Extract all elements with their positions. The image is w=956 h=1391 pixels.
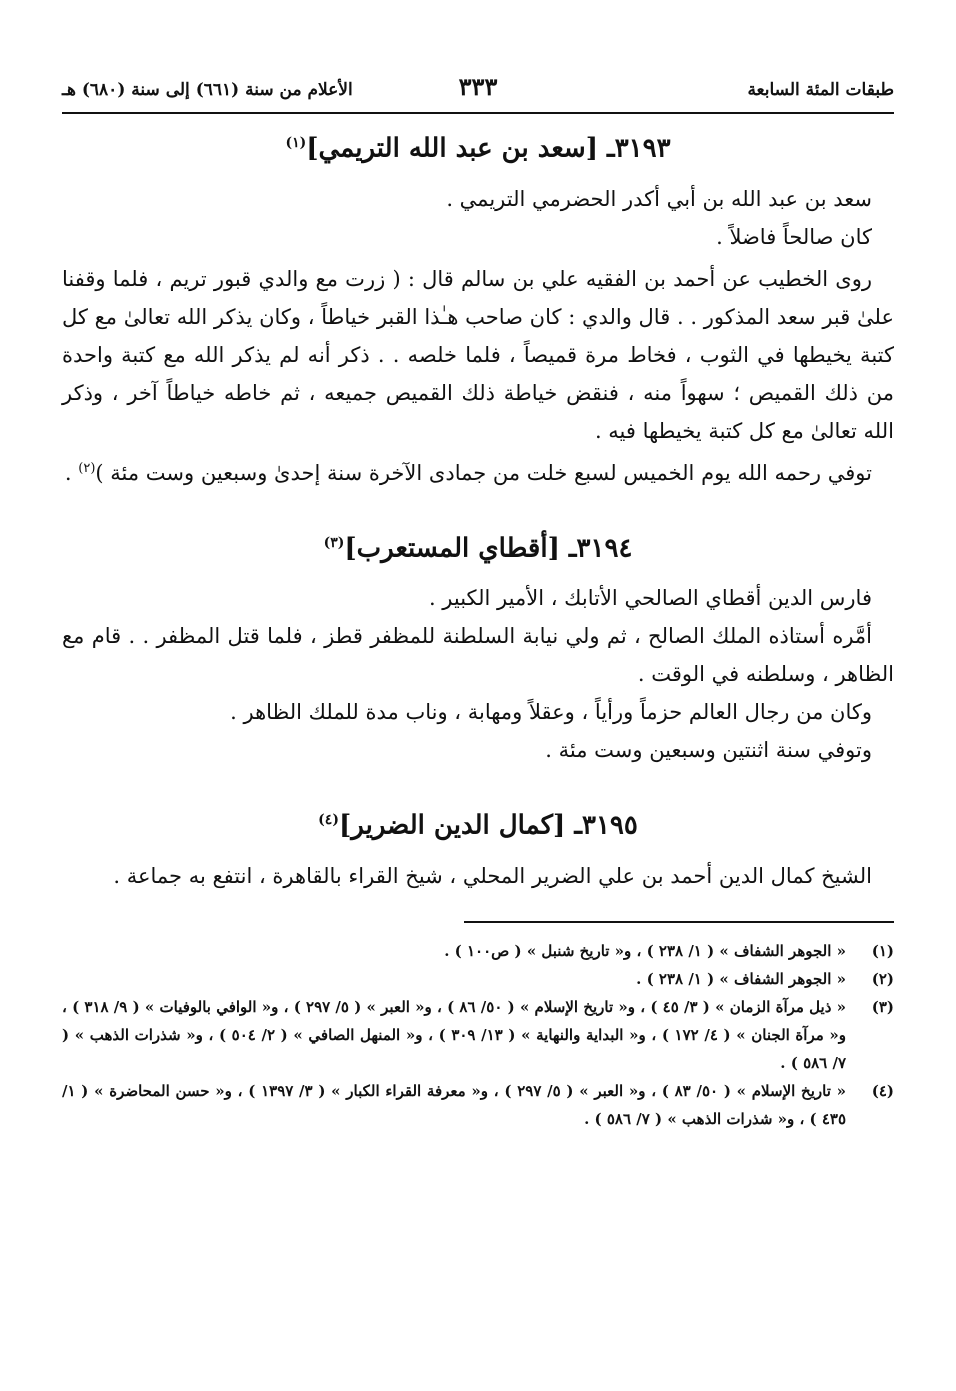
paragraph: وتوفي سنة اثنتين وسبعين وست مئة . (545, 738, 872, 763)
book-title: طبقات المئة السابعة (747, 80, 894, 100)
paragraph-tail: . (64, 460, 79, 485)
running-header (62, 70, 894, 108)
footnote (62, 993, 894, 1077)
note-ref: (١) (285, 135, 307, 151)
footnote-text: « تاريخ الإسلام » ( ٥٠/ ٨٣ ) ، و« العبر » ( ٥/ ٢٩٧ ) ، و« معرفة القراء الكبار » ( ٣/ ١٣٩٧ ) ، و« حسن المحاضرة » ( ١/ ٤٣٥ ) ، و« شذرات الذهب » ( ٧/ ٥٨٦ ) . (62, 1081, 846, 1128)
entry-title (62, 126, 894, 166)
entry-title-text: ٣١٩٣ـ [سعد بن عبد الله التريمي] (306, 133, 671, 164)
paragraph-text: توفي رحمه الله يوم الخميس لسبع خلت من جمادى الآخرة سنة إحدىٰ وسبعين وست مئة ) (95, 460, 872, 485)
paragraph: كان صالحاً فاضلاً . (716, 224, 872, 249)
footnote-number: (٢) (871, 969, 894, 988)
paragraph: سعد بن عبد الله بن أبي أكدر الحضرمي التريمي . (446, 186, 872, 211)
footnote (62, 1077, 894, 1133)
paragraph: وكان من رجال العالم حزماً ورأياً ، وعقلاً ومهابة ، وناب مدة للملك الظاهر . (230, 700, 872, 725)
footnote-text: « الجوهر الشفاف » ( ١/ ٢٣٨ ) . (636, 969, 846, 988)
paragraph: روى الخطيب عن أحمد بن الفقيه علي بن سالم قال : ( زرت مع والدي قبور تريم ، فلما وقفنا علىٰ قبر سعد المذكور . . قال والدي : كان صاحب هـٰذا القبر خياطاً ، وكان يذكر الله تعالىٰ مع كل كتبة يخيطها في الثوب ، فخاط مرة قميصاً ، فلما خلصه . . ذكر أنه لم يذكر الله مع كتبة واحدة من ذلك القميص ؛ سهواً منه ، فنقض خياطة ذلك القميص جميعه ، ثم خاطه خياطاً آخر ، وذكر الله تعالىٰ مع كل كتبة يخيطها فيه . (62, 266, 894, 443)
footnotes (62, 937, 894, 1133)
footnote-number: (٣) (871, 997, 894, 1016)
note-ref: (٤) (318, 812, 339, 829)
section-range: الأعلام من سنة (٦٦١) إلى سنة (٦٨٠) هـ (62, 80, 353, 100)
footnote-rule (464, 921, 894, 923)
book-page (62, 70, 894, 1133)
paragraph: الشيخ كمال الدين أحمد بن علي الضرير المحلي ، شيخ القراء بالقاهرة ، انتفع به جماعة . (113, 863, 872, 888)
note-ref: (٢) (78, 460, 96, 476)
entry-title-text: ٣١٩٥ـ [كمال الدين الضرير] (338, 810, 638, 841)
header-rule (62, 112, 894, 114)
paragraph: فارس الدين أقطاي الصالحي الأتابك ، الأمير الكبير . (428, 586, 872, 611)
paragraph (62, 450, 894, 492)
footnote-text: « الجوهر الشفاف » ( ١/ ٢٣٨ ) ، و« تاريخ شنبل » ( ص١٠٠ ) . (444, 941, 846, 960)
entry-title (62, 803, 894, 843)
page-number: ٣٣٣ (458, 72, 498, 101)
footnote (62, 965, 894, 993)
entry-title (62, 526, 894, 566)
paragraph: أمَّره أستاذه الملك الصالح ، ثم ولي نيابة السلطنة للمظفر قطز ، فلما قتل المظفر . . قام مع الظاهر ، وسلطنه في الوقت . (62, 624, 894, 687)
footnote-text: « ذيل مرآة الزمان » ( ٣/ ٤٥ ) ، و« تاريخ الإسلام » ( ٥٠/ ٨٦ ) ، و« العبر » ( ٥/ ٢٩٧ ) ، و« الوافي بالوفيات » ( ٩/ ٣١٨ ) ، و« مرآة الجنان » ( ٤/ ١٧٢ ) ، و« البداية والنهاية » ( ١٣/ ٣٠٩ ) ، و« المنهل الصافي » ( ٢/ ٥٠٤ ) ، و« شذرات الذهب » ( ٧/ ٥٨٦ ) . (62, 997, 847, 1072)
entry-3194 (62, 526, 894, 770)
note-ref: (٣) (323, 534, 345, 551)
footnote-number: (٤) (871, 1081, 894, 1100)
footnote-number: (١) (871, 941, 894, 960)
footnote (62, 937, 894, 965)
entry-3193 (62, 126, 894, 492)
entry-3195 (62, 803, 894, 895)
entry-title-text: ٣١٩٤ـ [أقطاي المستعرب] (344, 533, 633, 564)
